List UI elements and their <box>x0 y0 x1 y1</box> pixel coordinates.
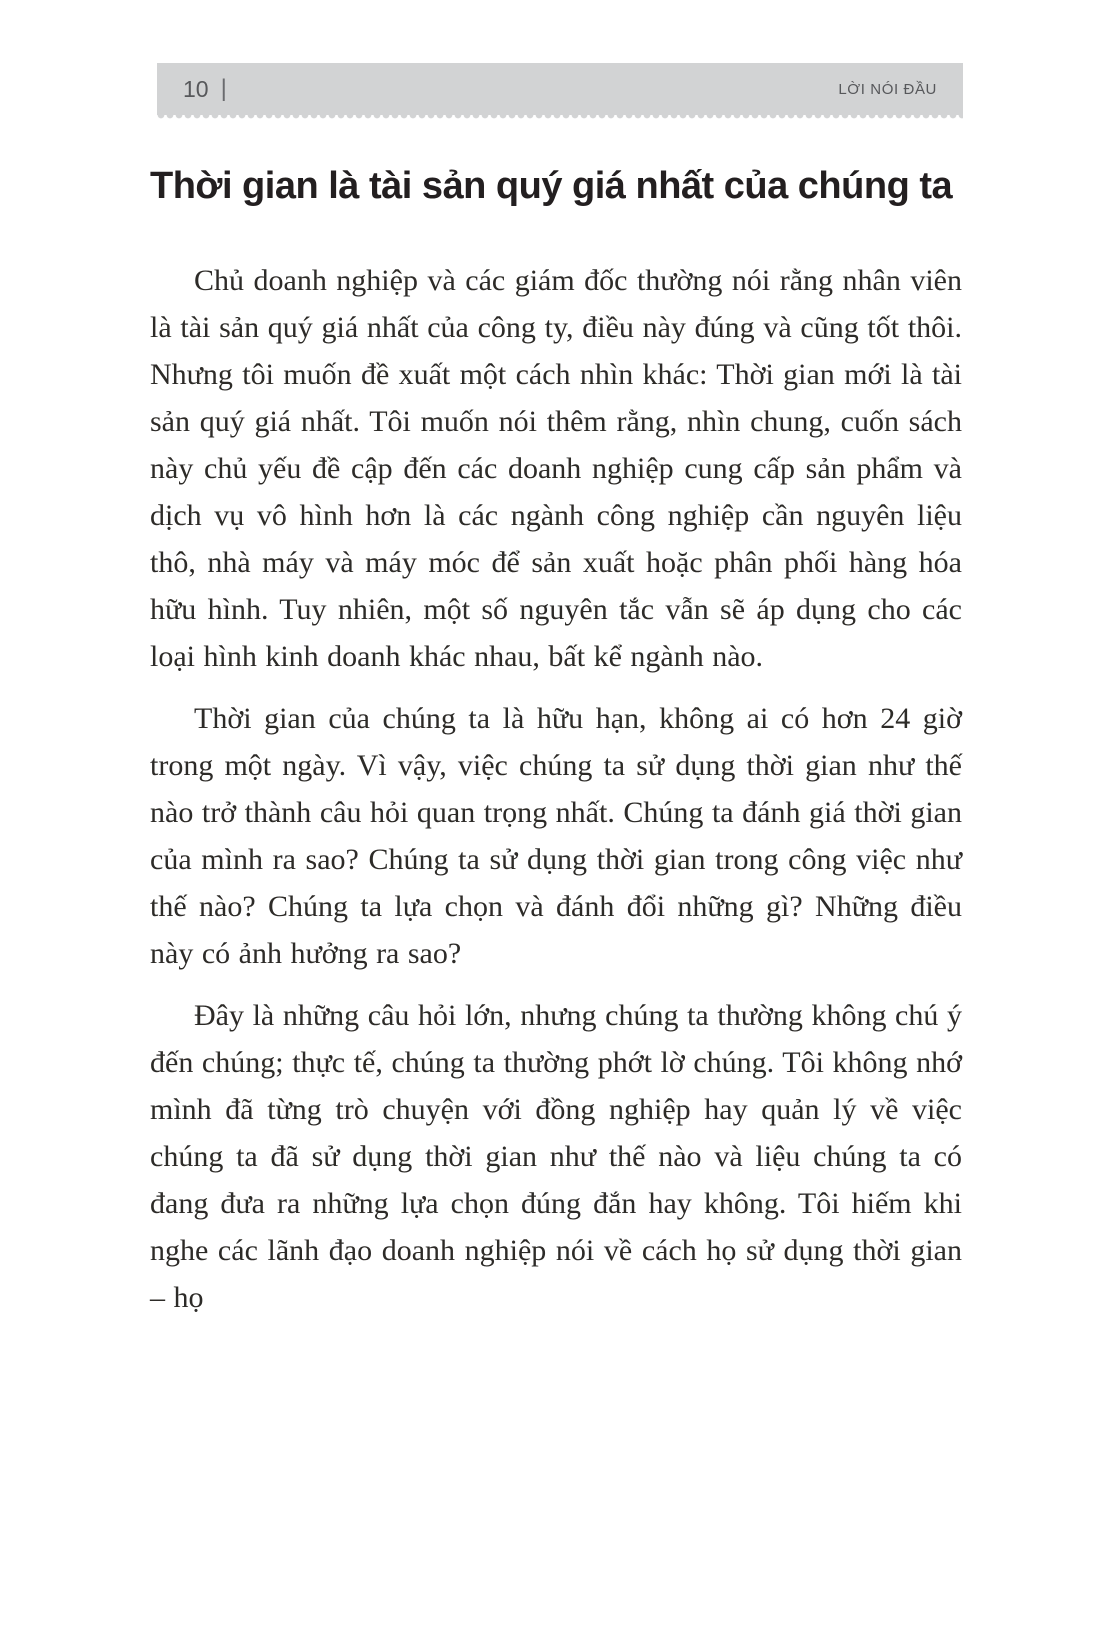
page-number: 10 <box>183 75 209 102</box>
page-header <box>157 63 963 115</box>
paragraph-3: Đây là những câu hỏi lớn, nhưng chúng ta thường không chú ý đến chúng; thực tế, chúng ta thường phớt lờ chúng. Tôi không nhớ mình đã từng trò chuyện với đồng nghiệp hay quản lý về việc chúng ta đã sử dụng thời gian như thế nào và liệu chúng ta có đang đưa ra những lựa chọn đúng đắn hay không. Tôi hiếm khi nghe các lãnh đạo doanh nghiệp nói về cách họ sử dụng thời gian – họ <box>150 998 962 1314</box>
page-header-left <box>183 75 227 103</box>
body-text <box>150 257 962 1321</box>
section-title: Thời gian là tài sản quý giá nhất của chúng ta <box>150 165 953 207</box>
paragraph-1: Chủ doanh nghiệp và các giám đốc thường nói rằng nhân viên là tài sản quý giá nhất của công ty, điều này đúng và cũng tốt thôi. Nhưng tôi muốn đề xuất một cách nhìn khác: Thời gian mới là tài sản quý giá nhất. Tôi muốn nói thêm rằng, nhìn chung, cuốn sách này chủ yếu đề cập đến các doanh nghiệp cung cấp sản phẩm và dịch vụ vô hình hơn là các ngành công nghiệp cần nguyên liệu thô, nhà máy và máy móc để sản xuất hoặc phân phối hàng hóa hữu hình. Tuy nhiên, một số nguyên tắc vẫn sẽ áp dụng cho các loại hình kinh doanh khác nhau, bất kể ngành nào. <box>150 263 962 673</box>
page-number-divider: | <box>220 75 227 102</box>
running-header-chapter-title: LỜI NÓI ĐẦU <box>838 80 937 98</box>
page-content <box>150 163 962 1336</box>
page-header-right <box>838 81 937 98</box>
perforated-edge <box>157 115 963 120</box>
paragraph-2: Thời gian của chúng ta là hữu hạn, không ai có hơn 24 giờ trong một ngày. Vì vậy, việc chúng ta sử dụng thời gian như thế nào trở thành câu hỏi quan trọng nhất. Chúng ta đánh giá thời gian của mình ra sao? Chúng ta sử dụng thời gian trong công việc như thế nào? Chúng ta lựa chọn và đánh đổi những gì? Những điều này có ảnh hưởng ra sao? <box>150 701 962 970</box>
